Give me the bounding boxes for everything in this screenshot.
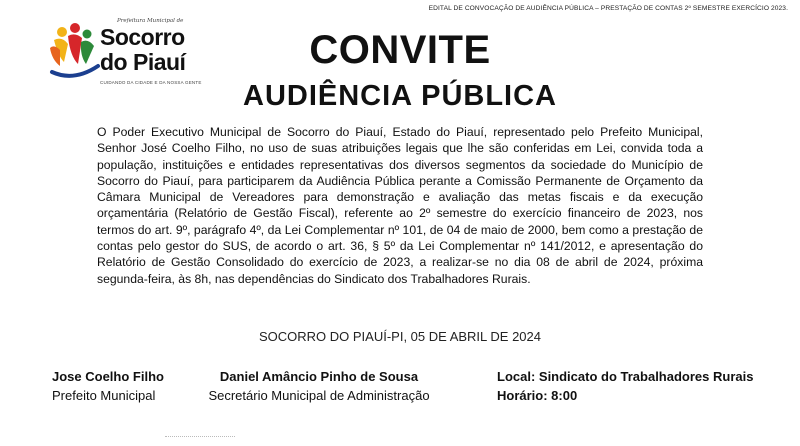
signature-secretary	[200, 367, 438, 405]
invitation-body: O Poder Executivo Municipal de Socorro do Piauí, Estado do Piauí, representado pelo Prefeito Municipal, Senhor José Coelho Filho, no uso de suas atribuições legais que lhe são conferidas em Lei, convida toda a população, instituições e entidades representativas dos diversos segmentos da sociedade do Município de Socorro do Piauí, para participarem da Audiência Pública perante a Comissão Permanente de Orçamento da Câmara Municipal de Vereadores para demonstração e avaliação das metas fiscais e da execução orçamentária (Relatório de Gestão Fiscal), referente ao 2º semestre do exercício financeiro de 2023, nos termos do art. 9º, parágrafo 4º, da Lei Complementar nº 101, de 04 de maio de 2000, bem como a prestação de contas pelo gestor do SUS, de acordo o art. 36, § 5º da Lei Complementar nº 141/2012, e apresentação do Relatório de Gestão Consolidado do exercício de 2023, a realizar-se no dia 08 de abril de 2024, próxima segunda-feira, às 8h, nas dependências do Sindicato dos Trabalhadores Rurais.	[97, 125, 703, 286]
edital-header: EDITAL DE CONVOCAÇÃO DE AUDIÊNCIA PÚBLICA – PRESTAÇÃO DE CONTAS 2º SEMESTRE EXERCÍCIO 2023.	[428, 5, 788, 12]
event-info	[497, 367, 753, 405]
event-horario: Horário: 8:00	[497, 388, 578, 403]
signature-name: Daniel Amâncio Pinho de Sousa	[219, 369, 419, 384]
page-subtitle: AUDIÊNCIA PÚBLICA	[243, 80, 557, 112]
logo-slogan: CUIDANDO DA CIDADE E DA NOSSA GENTE	[100, 80, 202, 85]
logo-name-line2: do Piauí	[100, 49, 186, 75]
event-local: Local: Sindicato do Trabalhadores Rurais	[497, 369, 754, 384]
page-title: CONVITE	[309, 28, 491, 72]
logo-name-line1: Socorro	[100, 24, 185, 50]
signature-role: Secretário Municipal de Administração	[208, 388, 430, 403]
signature-name: Jose Coelho Filho	[52, 369, 164, 384]
date-line: SOCORRO DO PIAUÍ-PI, 05 DE ABRIL DE 2024	[258, 329, 541, 344]
logo-small-text: Prefeitura Municipal de	[117, 18, 184, 24]
signature-role: Prefeito Municipal	[52, 388, 156, 403]
signature-mayor	[52, 367, 164, 405]
